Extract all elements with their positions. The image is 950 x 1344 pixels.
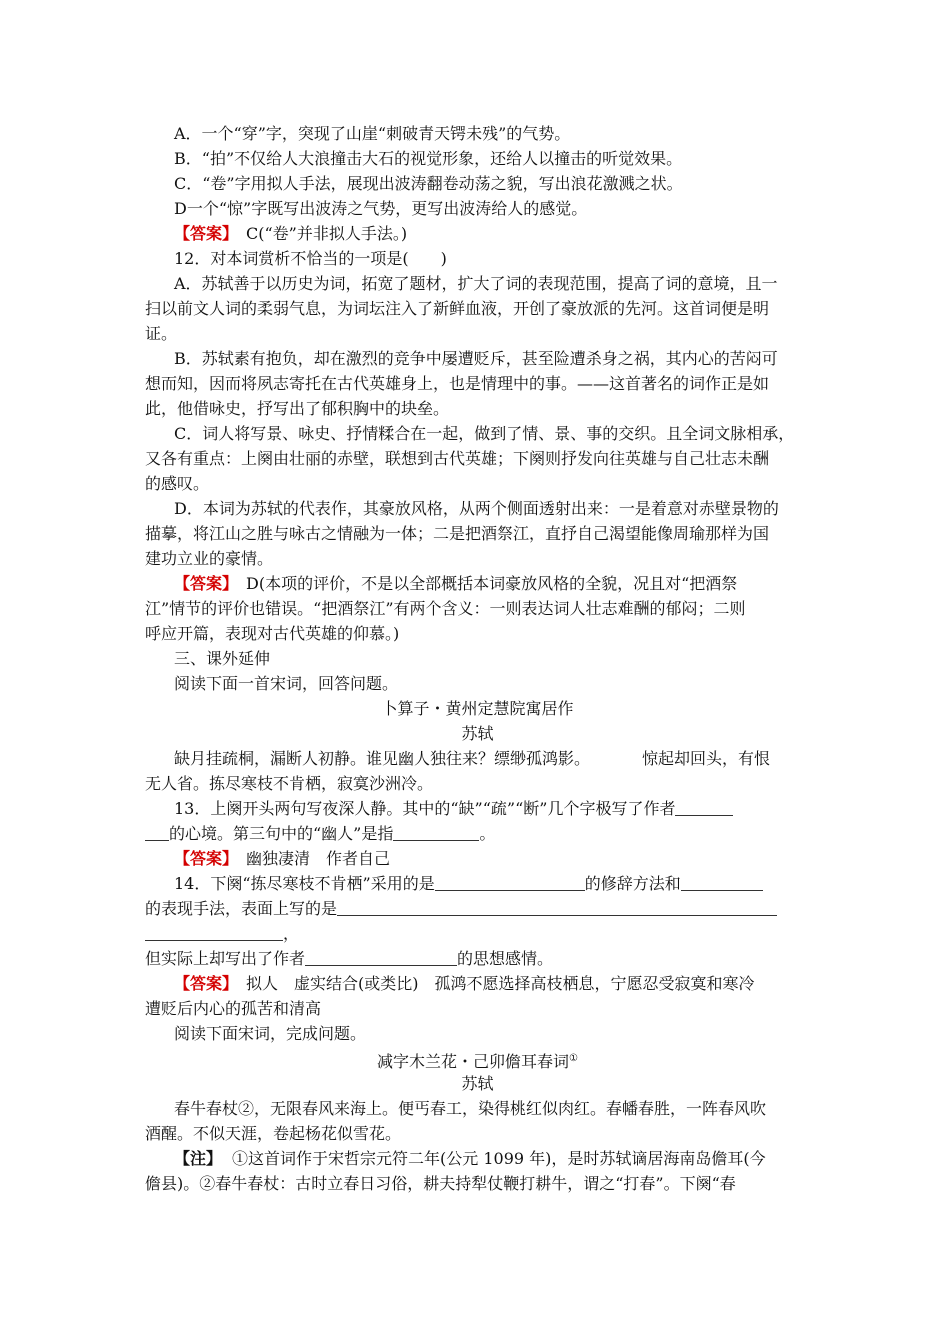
q12-option-a-line3: 证。 <box>145 324 178 343</box>
poem2-line1: 春牛春杖②，无限春风来海上。便丐春工，染得桃红似肉红。春幡春胜，一阵春风吹 <box>174 1099 767 1118</box>
q12-answer-text1: D(本项的评价，不是以全部概括本词豪放风格的全貌，况且对“把酒祭 <box>246 574 738 593</box>
poem2-note-line1 <box>174 1148 810 1172</box>
q14-blank2[interactable] <box>681 874 763 891</box>
q12-answer-line2: 江”情节的评价也错误。“把酒祭江”有两个含义：一则表达词人壮志难酬的郁闷；二则 <box>145 599 746 618</box>
q13-blank1[interactable] <box>675 799 733 816</box>
poem1-author: 苏轼 <box>461 724 494 743</box>
poem2-note1: ①这首词作于宋哲宗元符二年(公元 1099 年)，是时苏轼谪居海南岛儋耳(今 <box>232 1149 766 1168</box>
answer-label: 【答案】 <box>174 224 239 243</box>
poem1-line2: 无人省。拣尽寒枝不肯栖，寂寞沙洲冷。 <box>145 774 434 793</box>
q14-line3 <box>145 923 810 947</box>
poem1-line1b: 惊起却回头，有恨 <box>642 749 771 768</box>
poem1-line1a: 缺月挂疏桐，漏断人初静。谁见幽人独往来？缥缈孤鸿影。 <box>174 749 591 768</box>
q11-option-d: D一个“惊”字既写出波涛之气势，更写出波涛给人的感觉。 <box>174 199 588 218</box>
q14-line2 <box>145 898 810 922</box>
q12-option-b-line3: 此，他借咏史，抒写出了郁积胸中的块垒。 <box>145 399 450 418</box>
q13-line2 <box>145 823 810 847</box>
q13-answer-line <box>174 848 810 872</box>
q12-answer-line3: 呼应开篇，表现对古代英雄的仰慕。) <box>145 624 400 643</box>
q13-blank1-cont[interactable] <box>145 824 169 841</box>
note-label: 【注】 <box>174 1149 223 1168</box>
q12-option-c-line3: 的感叹。 <box>145 474 210 493</box>
section4-intro: 阅读下面宋词，完成问题。 <box>174 1024 367 1043</box>
q12-option-c-line1: C．词人将写景、咏史、抒情糅合在一起，做到了情、景、事的交织。且全词文脉相承， <box>174 424 795 443</box>
q12-option-a-line1: A．苏轼善于以历史为词，拓宽了题材，扩大了词的表现范围，提高了词的意境，且一 <box>174 274 778 293</box>
poem2-title: 减字木兰花・己卯儋耳春词 <box>377 1052 570 1071</box>
q14-blank1[interactable] <box>435 874 585 891</box>
q12-option-a-line2: 扫以前文人词的柔弱气息，为词坛注入了新鲜血液，开创了豪放派的先河。这首词便是明 <box>145 299 770 318</box>
q13-answer: 幽独凄清 作者自己 <box>246 849 391 868</box>
answer-label: 【答案】 <box>174 974 239 993</box>
q14-text3-end: ， <box>283 924 300 943</box>
q11-answer: C(“卷”并非拟人手法。) <box>246 224 408 243</box>
q14-answer-line1 <box>174 973 810 997</box>
q12-option-b-line2: 想而知，因而将夙志寄托在古代英雄身上，也是情理中的事。——这首著名的词作正是如 <box>145 374 770 393</box>
q14-line4 <box>145 948 810 972</box>
poem2-note-line2: 儋县)。②春牛春杖：古时立春日习俗，耕夫持犁仗鞭打耕牛，谓之“打春”。下阕“春 <box>145 1174 736 1193</box>
section3-intro: 阅读下面一首宋词，回答问题。 <box>174 674 399 693</box>
poem1-line1 <box>174 748 810 772</box>
poem2-title-note-mark: ① <box>569 1053 578 1064</box>
q11-option-a: A．一个“穿”字，突现了山崖“刺破青天锷未残”的气势。 <box>174 124 571 143</box>
q12-option-d-line1: D．本词为苏轼的代表作，其豪放风格，从两个侧面透射出来：一是着意对赤壁景物的 <box>174 499 779 518</box>
q14-blank3-cont[interactable] <box>145 924 283 941</box>
q12-option-d-line2: 描摹，将江山之胜与咏古之情融为一体；二是把酒祭江，直抒自己渴望能像周瑜那样为国 <box>145 524 770 543</box>
q12-option-c-line2: 又各有重点：上阕由壮丽的赤壁，联想到古代英雄；下阕则抒发向往英雄与自己壮志未酬 <box>145 449 770 468</box>
answer-label: 【答案】 <box>174 849 239 868</box>
q14-text1: 14．下阕“拣尽寒枝不肯栖”采用的是 <box>174 874 435 893</box>
q13-blank2[interactable] <box>393 824 479 841</box>
q12-option-b-line1: B．苏轼素有抱负，却在激烈的竞争中屡遭贬斥，甚至险遭杀身之祸，其内心的苦闷可 <box>174 349 778 368</box>
q11-option-b: B．“拍”不仅给人大浪撞击大石的视觉形象，还给人以撞击的听觉效果。 <box>174 149 683 168</box>
q13-line1 <box>174 798 810 822</box>
q14-text4b: 的思想感情。 <box>457 949 554 968</box>
poem2-line2: 酒醒。不似天涯，卷起杨花似雪花。 <box>145 1124 402 1143</box>
q14-blank4[interactable] <box>305 949 457 966</box>
q13-text2-end: 。 <box>479 824 496 843</box>
q12-answer-line1 <box>174 573 810 597</box>
section3-heading: 三、课外延伸 <box>174 649 271 668</box>
answer-label: 【答案】 <box>174 574 239 593</box>
q12-option-d-line3: 建功立业的豪情。 <box>145 549 274 568</box>
q14-blank3[interactable] <box>337 899 777 916</box>
poem2-title-line <box>145 1048 810 1072</box>
q14-line1 <box>174 873 810 897</box>
q13-text2: 的心境。第三句中的“幽人”是指 <box>169 824 394 843</box>
poem1-title: 卜算子・黄州定慧院寓居作 <box>381 699 574 718</box>
q14-text1-mid: 的修辞方法和 <box>584 874 681 893</box>
q11-option-c: C．“卷”字用拟人手法，展现出波涛翻卷动荡之貌，写出浪花激溅之状。 <box>174 174 683 193</box>
q14-answer1: 拟人 虚实结合(或类比) 孤鸿不愿选择高枝栖息，宁愿忍受寂寞和寒冷 <box>246 974 755 993</box>
q14-text4a: 但实际上却写出了作者 <box>145 949 306 968</box>
q14-text2: 的表现手法，表面上写的是 <box>145 899 338 918</box>
q11-answer-line <box>174 223 810 247</box>
q14-answer-line2: 遭贬后内心的孤苦和清高 <box>145 999 322 1018</box>
q13-text1: 13．上阕开头两句写夜深人静。其中的“缺”“疏”“断”几个字极写了作者 <box>174 799 676 818</box>
q12-stem: 12．对本词赏析不恰当的一项是( ) <box>174 249 447 268</box>
poem2-author: 苏轼 <box>461 1074 494 1093</box>
